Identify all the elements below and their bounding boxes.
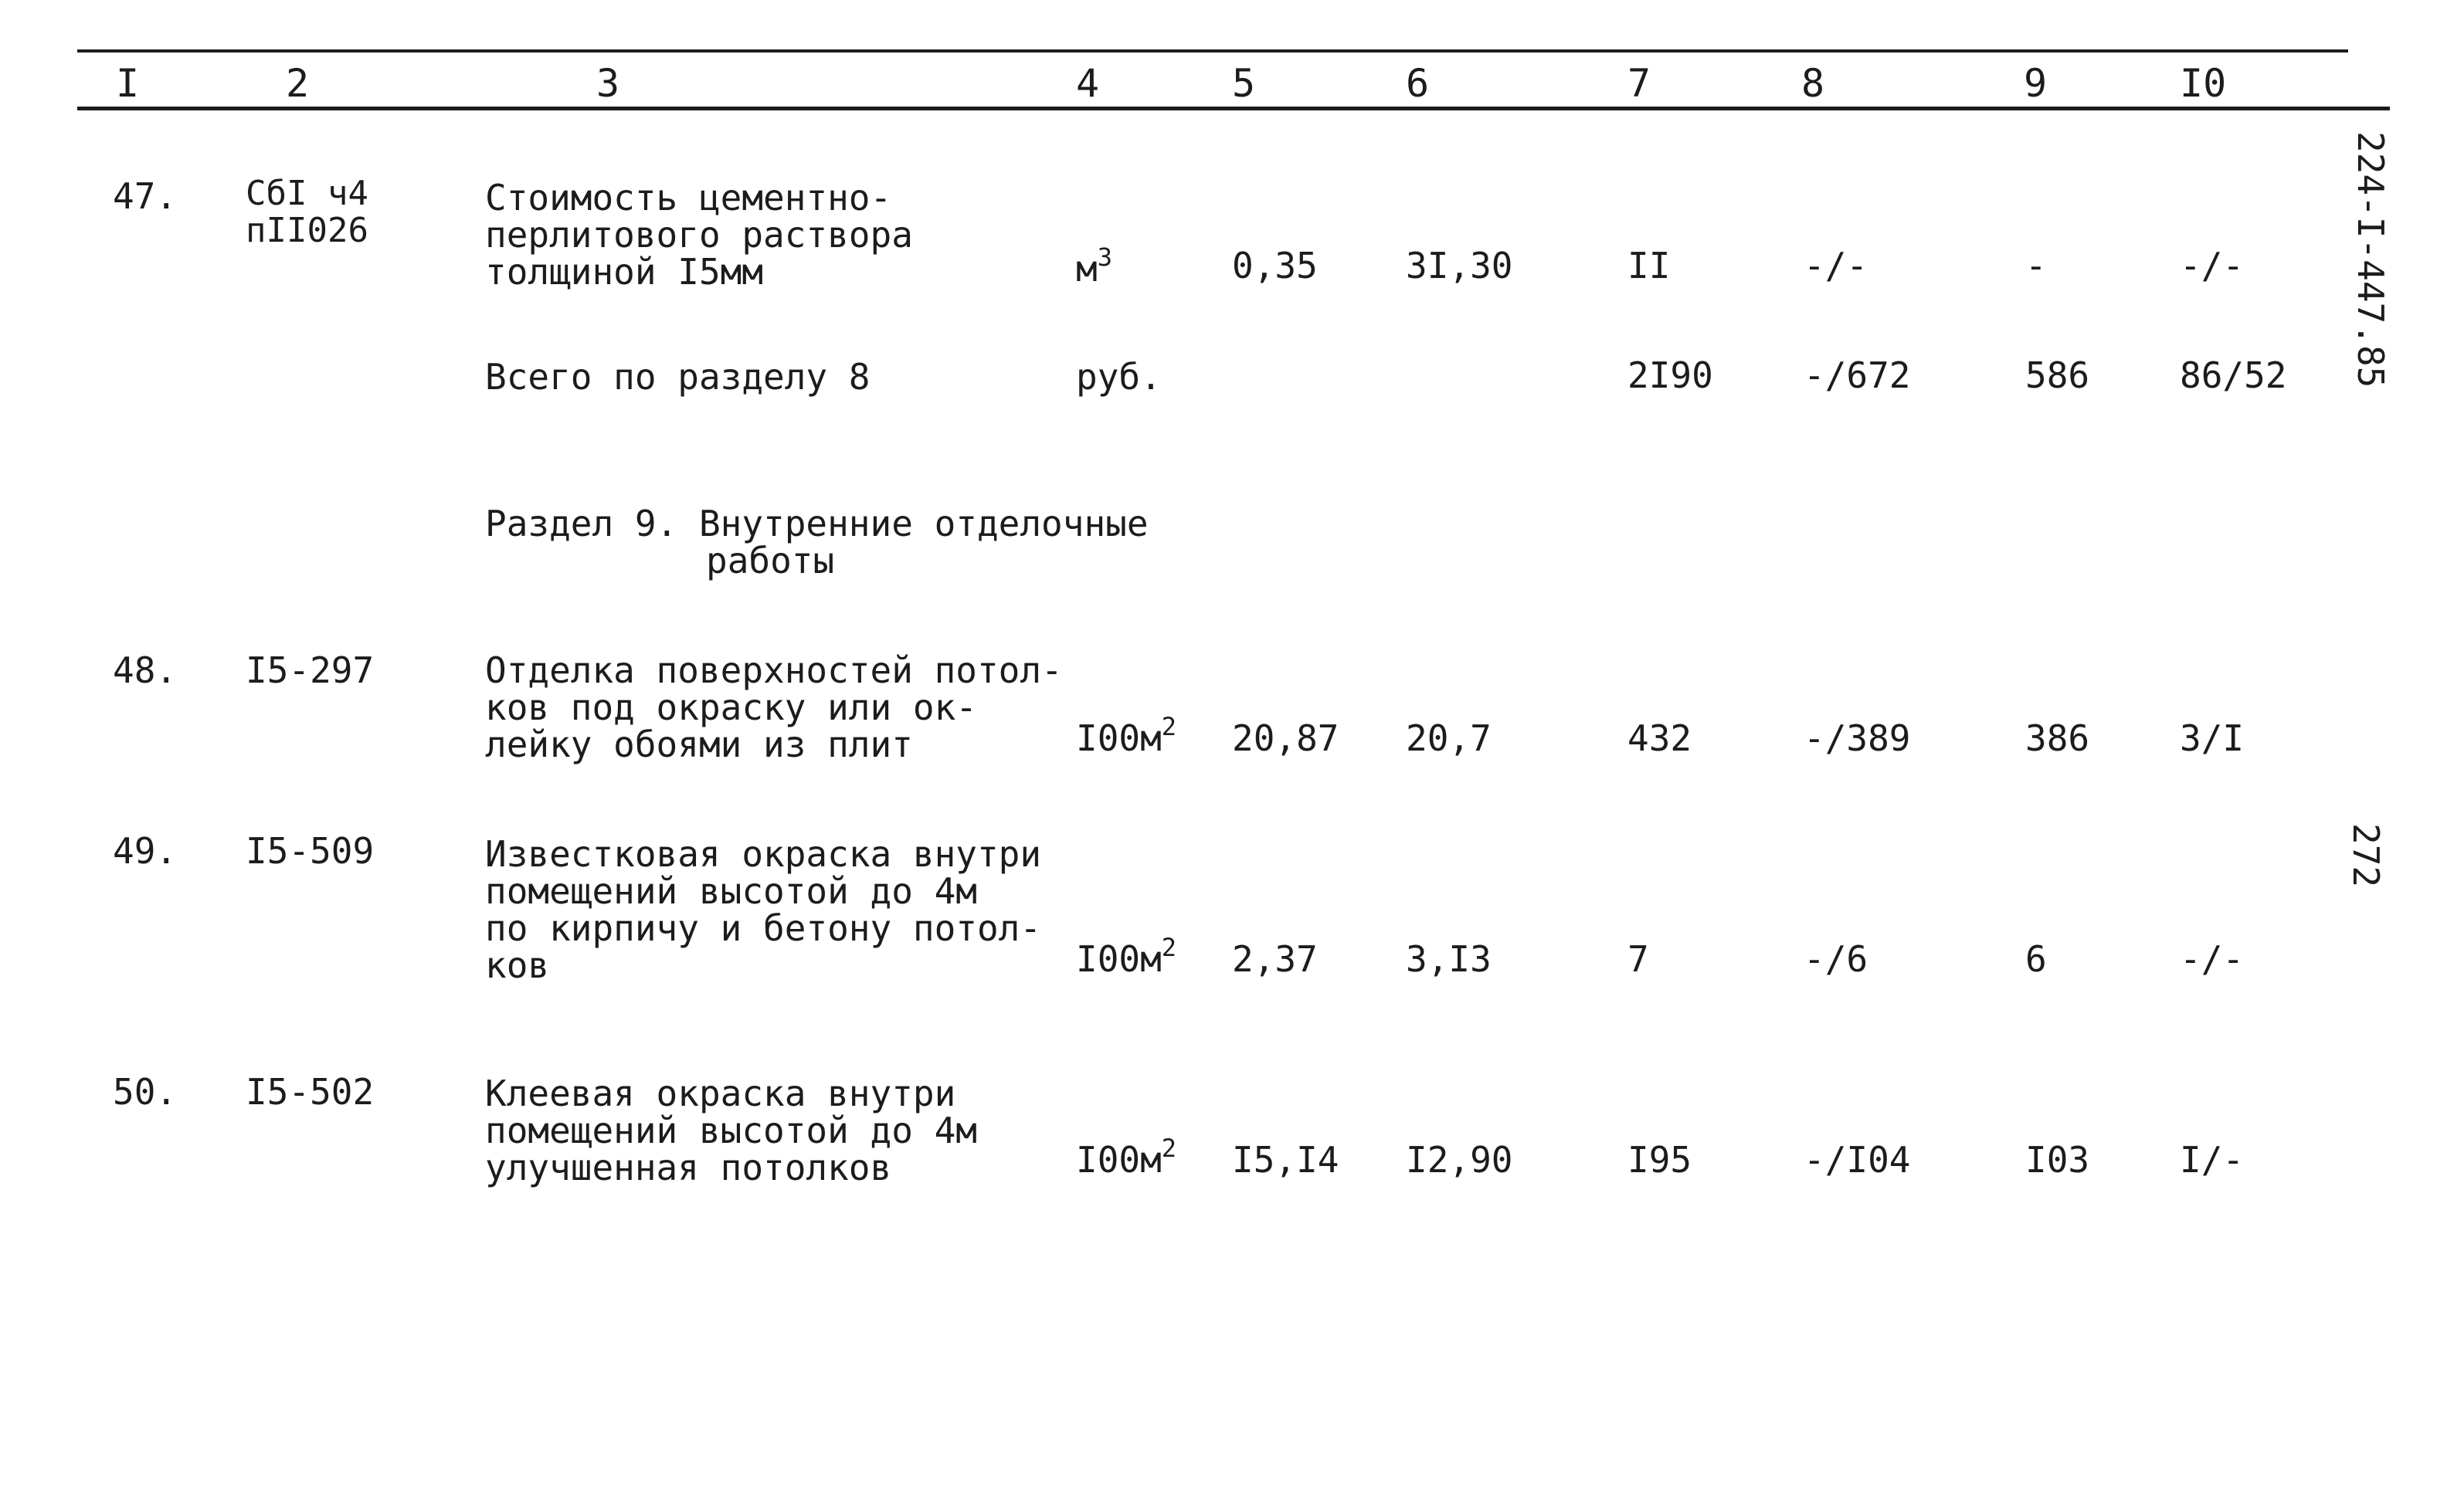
column-8-value: -/6 <box>1804 938 1868 980</box>
unit: $I00м^2$ <box>1076 711 1177 759</box>
column-8-value: -/672 <box>1804 354 1911 396</box>
unit-cost: 20,7 <box>1406 717 1492 759</box>
column-10-value: I/- <box>2180 1139 2245 1181</box>
norm-code: пII026 <box>246 211 368 250</box>
quantity: 2,37 <box>1232 938 1318 980</box>
total-cost: 2I90 <box>1627 354 1713 396</box>
unit-cost: I2,90 <box>1406 1139 1513 1181</box>
section-title: работы <box>706 540 835 581</box>
total-label: Всего по разделу 8 <box>485 356 871 398</box>
quantity: 0,35 <box>1232 245 1318 286</box>
column-9-value: 386 <box>2025 717 2090 759</box>
work-description: ков под окраску или ок- <box>485 686 977 728</box>
column-9-value: 6 <box>2025 938 2047 980</box>
unit-cost: 3,I3 <box>1406 938 1492 980</box>
column-8-value: -/- <box>1804 245 1868 286</box>
row-number: 48. <box>113 649 178 691</box>
work-description: по кирпичу и бетону потол- <box>485 907 1042 949</box>
work-description: ков <box>485 944 550 986</box>
column-9-value: 586 <box>2025 354 2090 396</box>
column-header: I <box>116 61 140 106</box>
unit: $I00м^2$ <box>1076 1133 1177 1181</box>
column-10-value: -/- <box>2180 938 2245 980</box>
column-header: 2 <box>286 61 310 106</box>
norm-code: I5-297 <box>246 649 375 691</box>
unit: $I00м^2$ <box>1076 932 1177 980</box>
work-description: улучшенная потолков <box>485 1147 892 1188</box>
work-description: толщиной I5мм <box>485 251 764 293</box>
unit: руб. <box>1076 356 1162 398</box>
unit: $м^3$ <box>1076 242 1112 290</box>
work-description: Стоимость цементно- <box>485 177 892 219</box>
column-header: 6 <box>1406 61 1430 106</box>
unit-cost: 3I,30 <box>1406 245 1513 286</box>
work-description: помещений высотой до 4м <box>485 1110 977 1151</box>
row-number: 50. <box>113 1071 178 1113</box>
section-title: Раздел 9. Внутренние отделочные <box>485 503 1149 544</box>
quantity: 20,87 <box>1232 717 1339 759</box>
column-9-value: I03 <box>2025 1139 2090 1181</box>
work-description: перлитового раствора <box>485 214 913 256</box>
column-9-value: - <box>2025 245 2047 286</box>
row-number: 49. <box>113 830 178 872</box>
norm-code: I5-502 <box>246 1071 375 1113</box>
quantity: I5,I4 <box>1232 1139 1339 1181</box>
total-cost: 432 <box>1627 717 1692 759</box>
column-header: 4 <box>1076 61 1100 106</box>
column-10-value: 3/I <box>2180 717 2245 759</box>
total-cost: I95 <box>1627 1139 1692 1181</box>
column-header: 3 <box>596 61 620 106</box>
total-cost: II <box>1627 245 1671 286</box>
work-description: Отделка поверхностей потол- <box>485 649 1063 691</box>
column-header: I0 <box>2180 61 2227 106</box>
work-description: Известковая окраска внутри <box>485 833 1042 875</box>
header-top-rule <box>77 49 2348 53</box>
column-8-value: -/I04 <box>1804 1139 1911 1181</box>
column-header: 5 <box>1232 61 1256 106</box>
column-header: 9 <box>2024 61 2048 106</box>
column-10-value: 86/52 <box>2180 354 2287 396</box>
document-code: 224-I-447.85 <box>2350 131 2391 388</box>
column-header: 7 <box>1627 61 1651 106</box>
page-number: 272 <box>2345 823 2387 888</box>
work-description: помещений высотой до 4м <box>485 870 977 912</box>
row-number: 47. <box>113 175 178 217</box>
work-description: Клеевая окраска внутри <box>485 1073 956 1114</box>
column-10-value: -/- <box>2180 245 2245 286</box>
header-bottom-rule <box>77 107 2390 110</box>
norm-code: СбI ч4 <box>246 174 368 213</box>
norm-code: I5-509 <box>246 830 375 872</box>
column-header: 8 <box>1801 61 1825 106</box>
work-description: лейку обоями из плит <box>485 724 913 765</box>
column-8-value: -/389 <box>1804 717 1911 759</box>
total-cost: 7 <box>1627 938 1649 980</box>
